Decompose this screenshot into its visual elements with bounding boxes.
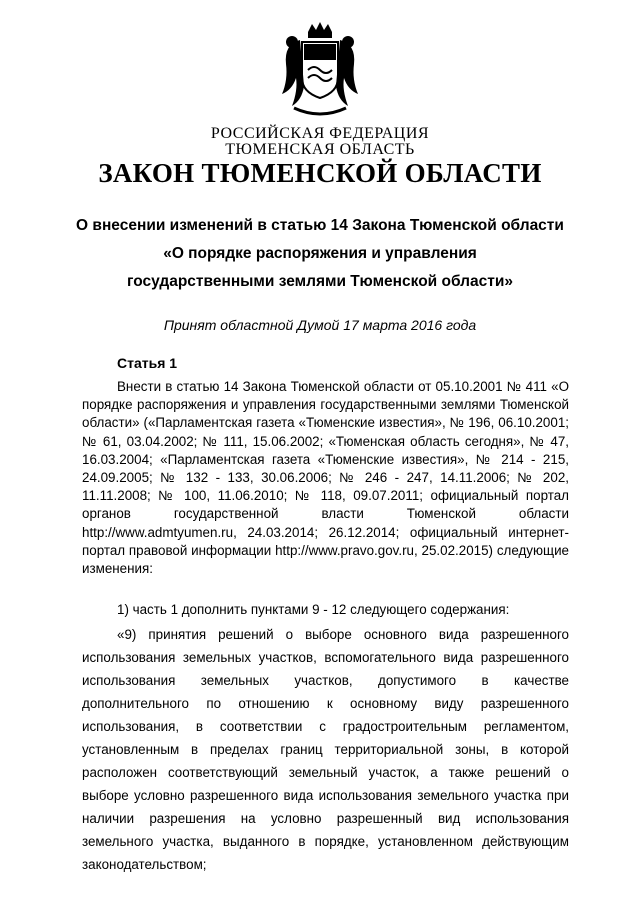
article-paragraph-3: «9) принятия решений о выборе основного вида разрешенного использования земельных участков, вспомогательного вида разрешенного использования земельных участков, допустимого в качестве дополнительного по отношению к основному виду разрешенного использования, в соответствии с градостроительным регламентом, установленным в пределах границ территориальной зоны, в которой расположен соответствующий земельный участок, а также решений о выборе условно разрешенного вида использования земельного участка при наличии разрешения на условно разрешенный вид использования земельного участка, выданного в порядке, установленном действующим законодательством; [82,627,569,872]
article-paragraph-1: Внести в статью 14 Закона Тюменской области от 05.10.2001 № 411 «О порядке распоряжения и управления государственными землями Тюменской области» («Парламентская газета «Тюменские известия», № 196, 06.10.2001; № 61, 03.04.2002; № 111, 15.06.2002; «Тюменская область сегодня», № 47, 16.03.2004; «Парламентская газета «Тюменские известия», № 214 - 215, 24.09.2005; № 132 - 133, 30.06.2006; № 246 - 247, 14.11.2006; № 202, 11.11.2008; № 100, 11.06.2010; № 118, 09.07.2011; официальный портал органов государственной власти Тюменской области http://www.admtyumen.ru, 24.03.2014; 26.12.2014; официальный интернет-портал правовой информации http://www.pravo.gov.ru, 25.02.2015) следующие изменения: [82,379,569,577]
law-title-line-2: «О порядке распоряжения и управления [163,245,477,262]
adoption-note: Принят областной Думой 17 марта 2016 года [163,317,477,333]
law-title-line-1: О внесении изменений в статью 14 Закона Тюменской области [76,217,564,234]
article-paragraph-2: 1) часть 1 дополнить пунктами 9 - 12 следующего содержания: [117,602,510,617]
law-title-line-3: государственными землями Тюменской области» [127,273,513,290]
tyumen-coat-of-arms-icon [274,20,366,120]
header-region: ТЮМЕНСКАЯ ОБЛАСТЬ [225,141,415,158]
law-title [64,212,576,296]
article-heading: Статья 1 [117,355,178,371]
document-type-title: ЗАКОН ТЮМЕНСКОЙ ОБЛАСТИ [98,158,542,188]
header-country: РОССИЙСКАЯ ФЕДЕРАЦИЯ [210,125,430,142]
